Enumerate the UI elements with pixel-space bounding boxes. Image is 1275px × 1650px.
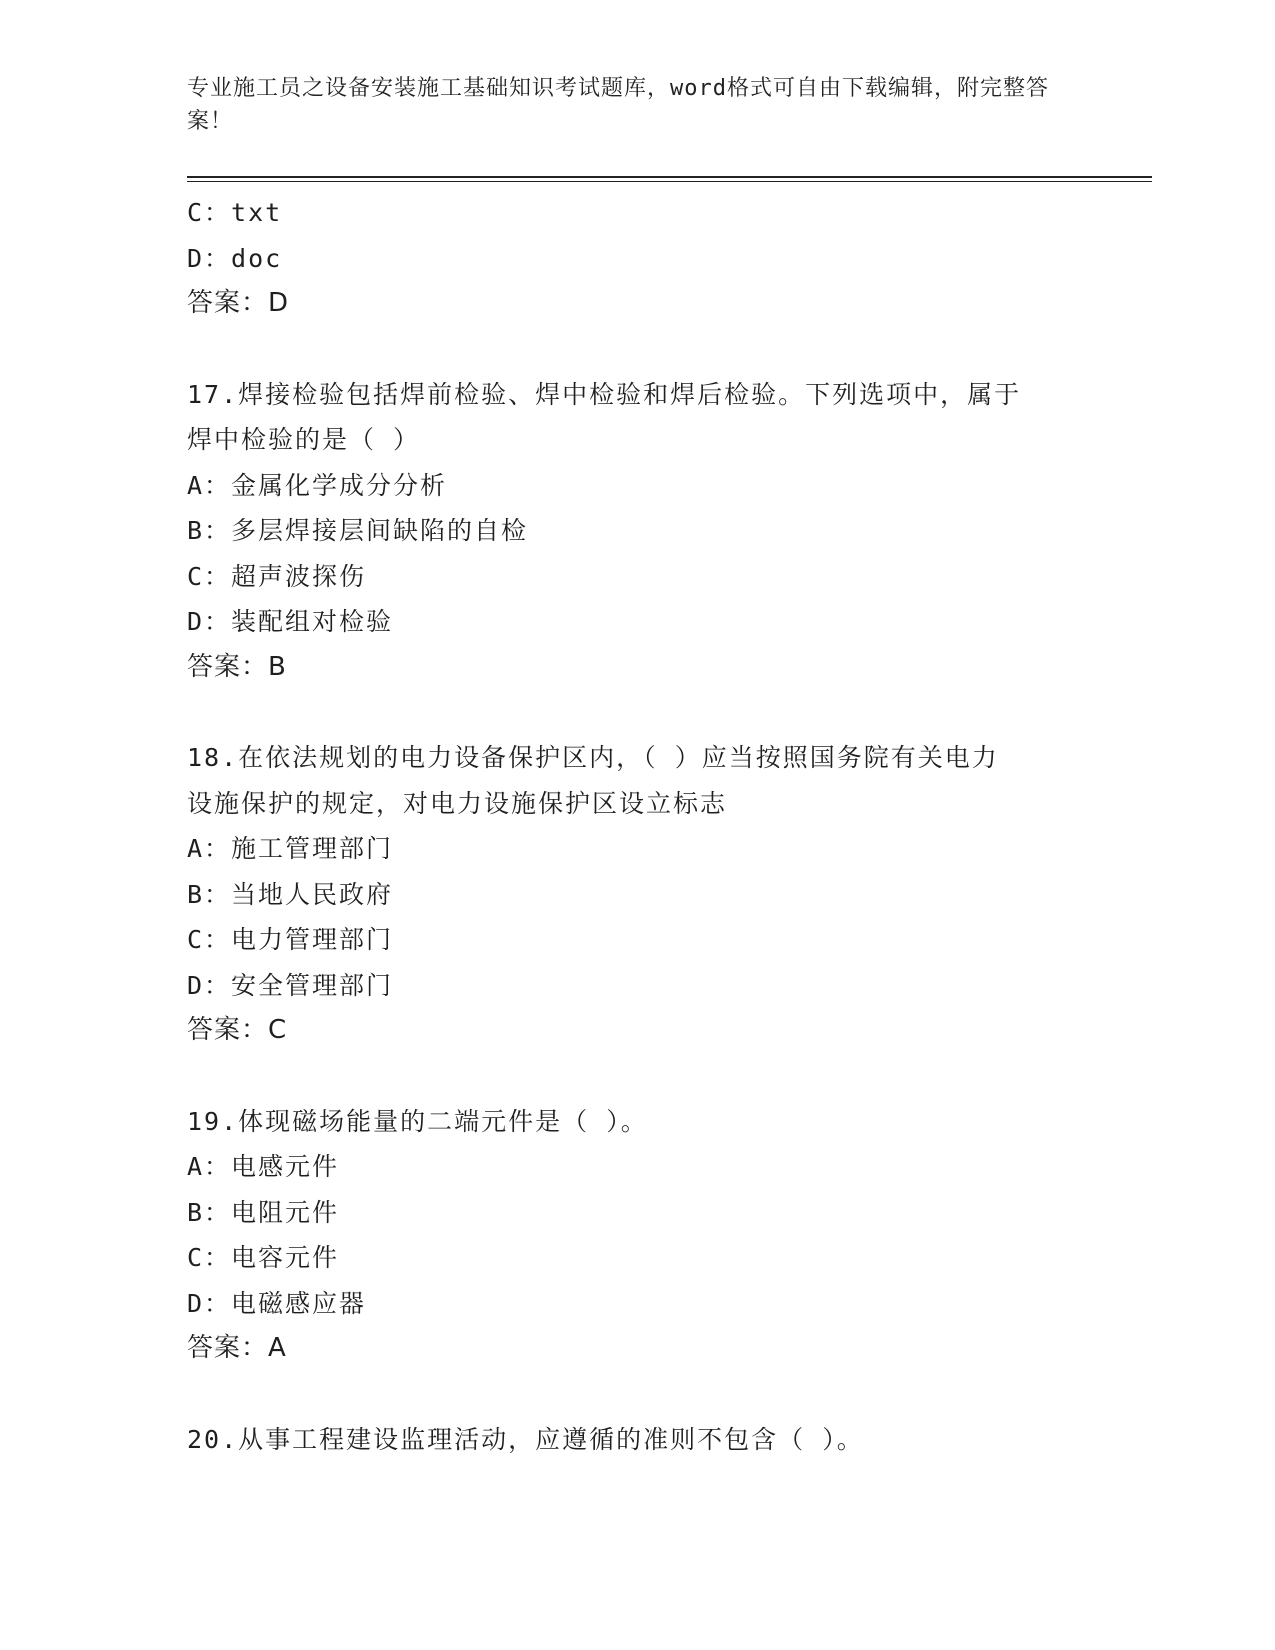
question-text: 19.体现磁场能量的二端元件是（ ）。 xyxy=(187,1106,648,1136)
question-text: 设施保护的规定，对电力设施保护区设立标志 xyxy=(187,788,728,818)
question-text: 18.在依法规划的电力设备保护区内，（ ）应当按照国务院有关电力 xyxy=(187,743,999,772)
answer: 答案：C xyxy=(187,1015,288,1045)
answer: 答案：A xyxy=(187,1333,287,1363)
document-header: 专业施工员之设备安装施工基础知识考试题库，word格式可自由下载编辑，附完整答案！ xyxy=(187,76,1049,134)
option-b: B：当地人民政府 xyxy=(187,879,394,909)
question-text: 17.焊接检验包括焊前检验、焊中检验和焊后检验。下列选项中，属于 xyxy=(187,379,1022,409)
question-list xyxy=(187,190,1087,1462)
question-text: 焊中检验的是（ ） xyxy=(187,425,421,454)
header-rule-thick xyxy=(187,176,1152,178)
option-d: D：电磁感应器 xyxy=(187,1288,367,1318)
question-20 xyxy=(187,1417,1087,1463)
option-b: B：多层焊接层间缺陷的自检 xyxy=(187,516,529,545)
option-d: D：安全管理部门 xyxy=(187,970,394,1000)
option-d: D：doc xyxy=(187,243,283,273)
answer: 答案：B xyxy=(187,651,287,682)
question-17 xyxy=(187,372,1087,691)
question-19 xyxy=(187,1099,1087,1372)
option-c: C：电容元件 xyxy=(187,1243,340,1272)
answer: 答案：D xyxy=(187,288,290,318)
option-c: C：超声波探伤 xyxy=(187,561,367,591)
option-b: B：电阻元件 xyxy=(187,1197,340,1227)
option-c: C：txt xyxy=(187,198,283,227)
question-18 xyxy=(187,735,1087,1054)
prev-question xyxy=(187,190,1087,327)
option-c: C：电力管理部门 xyxy=(187,925,394,954)
option-d: D：装配组对检验 xyxy=(187,607,394,636)
header-rule-thin xyxy=(187,181,1152,182)
option-a: A：金属化学成分分析 xyxy=(187,470,448,500)
option-a: A：施工管理部门 xyxy=(187,834,394,863)
option-a: A：电感元件 xyxy=(187,1152,340,1181)
question-text: 20.从事工程建设监理活动，应遵循的准则不包含（ ）。 xyxy=(187,1424,864,1454)
